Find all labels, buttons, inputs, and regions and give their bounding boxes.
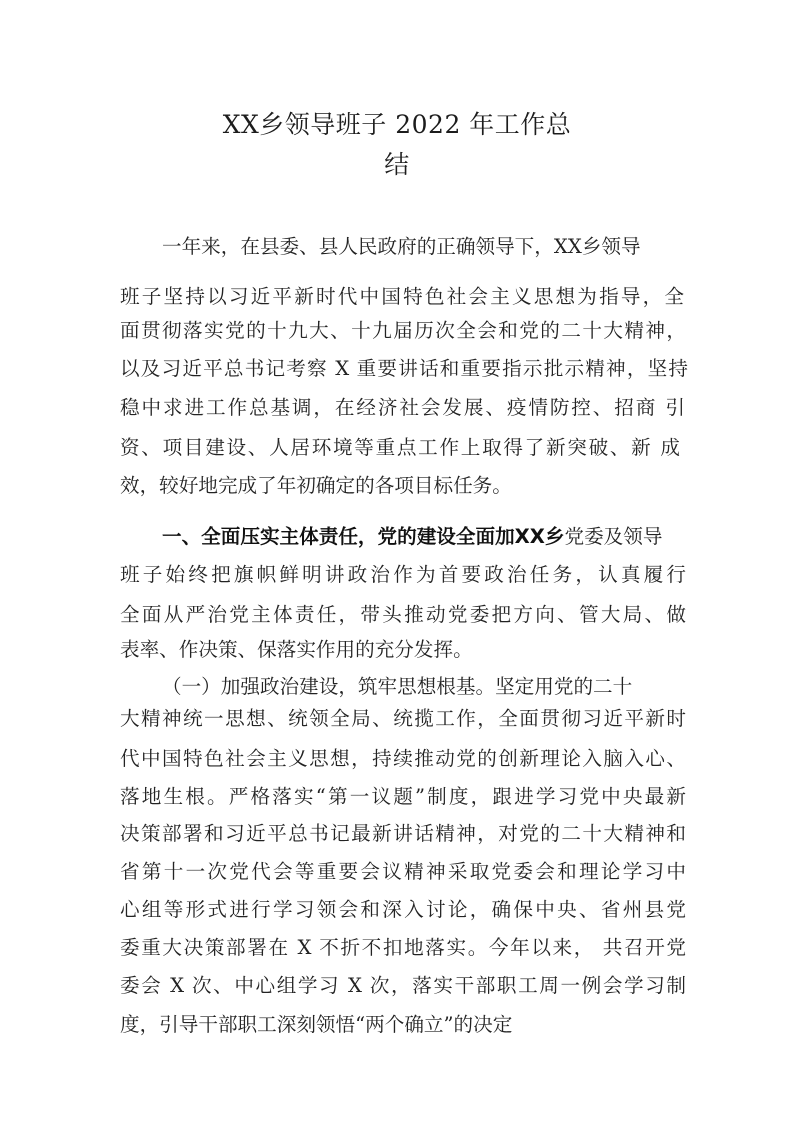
section-1-first-line xyxy=(162,523,662,551)
section-1-line-rest: 党委及领导 xyxy=(564,525,663,548)
paragraph-1-line: 稳中求进工作总基调，在经济社会发展、疫情防控、招商 引 xyxy=(120,396,685,419)
paragraph-2-line: 表率、作决策、保落实作用的充分发挥。 xyxy=(120,638,473,661)
paragraph-3-line: 委会 X 次、中心组学习 X 次，落实干部职工周一例会学习制 xyxy=(120,974,686,997)
paragraph-3-line: 决策部署和习近平总书记最新讲话精神，对党的二十大精神和 xyxy=(120,822,686,845)
paragraph-1-line: 效，较好地完成了年初确定的各项目标任务。 xyxy=(120,474,512,497)
paragraph-1-line: 资、项目建设、人居环境等重点工作上取得了新突破、新 成 xyxy=(120,436,680,459)
paragraph-3-line: 代中国特色社会主义思想，持续推动党的创新理论入脑入心、 xyxy=(120,747,686,770)
section-1-heading: 一、全面压实主体责任，党的建设全面加XX乡 xyxy=(162,525,565,548)
paragraph-3-line: 省第十一次党代会等重要会议精神采取党委会和理论学习中 xyxy=(120,860,686,883)
document-title-line-1: XX乡领导班子 2022 年工作总 xyxy=(222,110,572,139)
paragraph-1-line: 一年来，在县委、县人民政府的正确领导下，XX乡领导 xyxy=(162,235,641,258)
paragraph-2-line: 班子始终把旗帜鲜明讲政治作为首要政治任务，认真履行 xyxy=(120,563,686,586)
paragraph-3-line: 心组等形式进行学习领会和深入讨论，确保中央、省州县党 xyxy=(120,898,686,921)
paragraph-1-line: 班子坚持以习近平新时代中国特色社会主义思想为指导，全 xyxy=(120,285,684,308)
paragraph-3-line: 大精神统一思想、统领全局、统揽工作，全面贯彻习近平新时 xyxy=(120,707,686,730)
paragraph-1-line: 面贯彻落实党的十九大、十九届历次全会和党的二十大精神， xyxy=(120,319,686,342)
paragraph-2-line: 全面从严治党主体责任，带头推动党委把方向、管大局、做 xyxy=(120,603,686,626)
paragraph-3-line: 落地生根。严格落实“第一议题”制度，跟进学习党中央最新 xyxy=(120,785,686,808)
paragraph-3-line: 委重大决策部署在 X 不折不扣地落实。今年以来， 共召开党 xyxy=(120,936,686,959)
paragraph-1-line: 以及习近平总书记考察 X 重要讲话和重要指示批示精神，坚持 xyxy=(120,357,688,380)
paragraph-3-line: 度，引导干部职工深刻领悟“两个确立”的决定 xyxy=(120,1013,513,1036)
paragraph-3-line: （一）加强政治建设，筑牢思想根基。坚定用党的二十 xyxy=(162,675,633,698)
document-title-line-2: 结 xyxy=(384,150,410,179)
